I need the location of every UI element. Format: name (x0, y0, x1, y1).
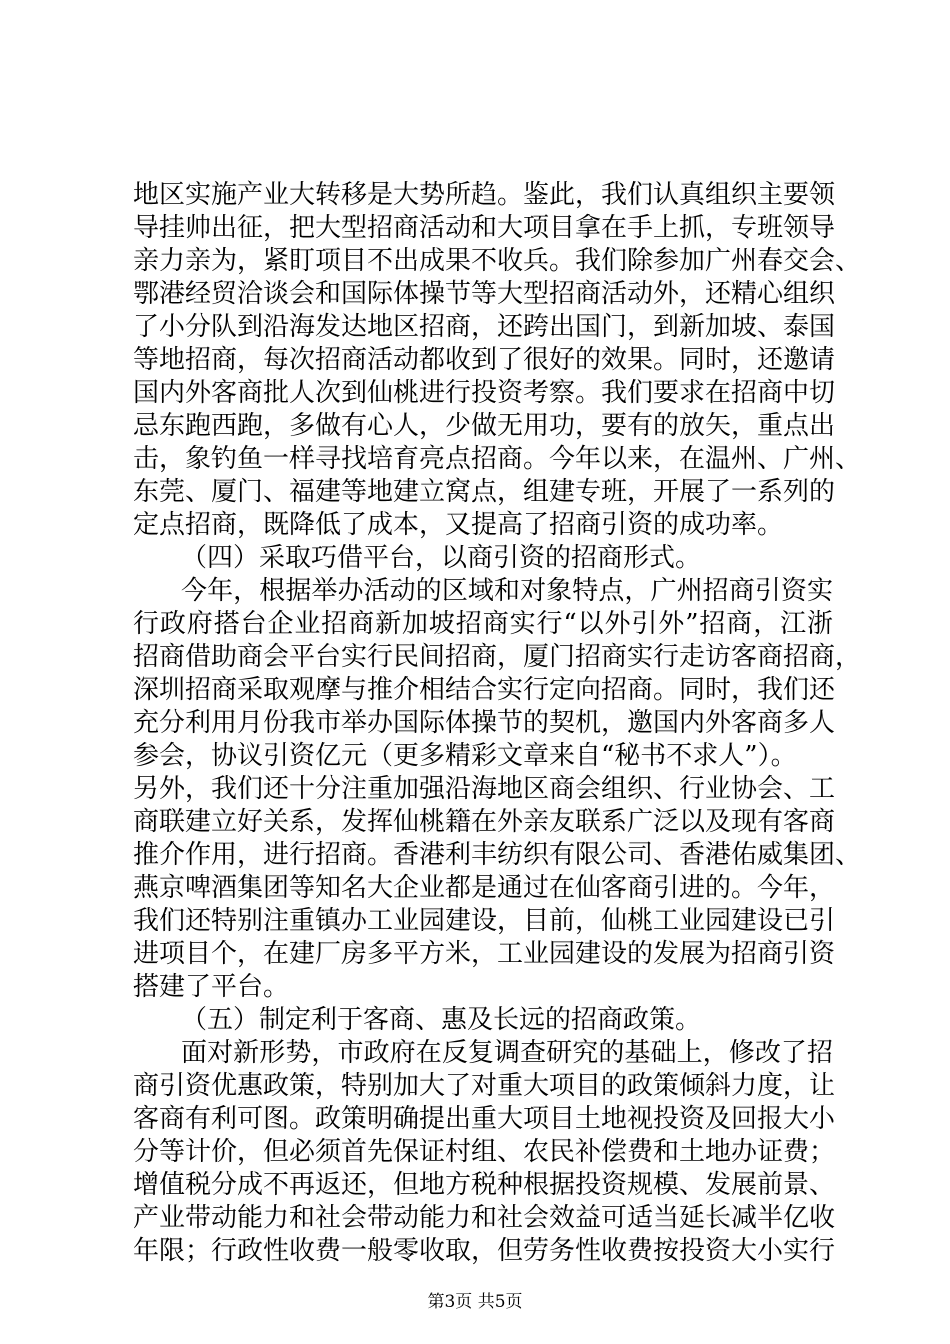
section-heading: （四）采取巧借平台，以商引资的招商形式。 (181, 543, 702, 573)
paragraph-line: 鄂港经贸洽谈会和国际体操节等大型招商活动外，还精心组织 (133, 279, 836, 309)
paragraph-line: 忌东跑西跑，多做有心人，少做无用功，要有的放矢，重点出 (133, 411, 836, 441)
paragraph-line: 商联建立好关系，发挥仙桃籍在外亲友联系广泛以及现有客商 (133, 807, 836, 837)
paragraph-line: 进项目个，在建厂房多平方米，工业园建设的发展为招商引资 (133, 939, 836, 969)
paragraph-line: 商引资优惠政策，特别加大了对重大项目的政策倾斜力度，让 (133, 1071, 836, 1101)
paragraph-line: 客商有利可图。政策明确提出重大项目土地视投资及回报大小 (133, 1104, 836, 1134)
paragraph-line: 参会，协议引资亿元（更多精彩文章来自“秘书不求人”）。 (133, 741, 797, 771)
paragraph-line: 另外，我们还十分注重加强沿海地区商会组织、行业协会、工 (133, 774, 836, 804)
paragraph-line: 招商借助商会平台实行民间招商，厦门招商实行走访客商招商， (133, 642, 862, 672)
paragraph-line: 击，象钓鱼一样寻找培育亮点招商。今年以来，在温州、广州、 (133, 444, 862, 474)
paragraph-line: 增值税分成不再返还，但地方税种根据投资规模、发展前景、 (133, 1170, 836, 1200)
paragraph-line: 地区实施产业大转移是大势所趋。鉴此，我们认真组织主要领 (133, 180, 836, 210)
paragraph-line: 等地招商，每次招商活动都收到了很好的效果。同时，还邀请 (133, 345, 836, 375)
section-heading: （五）制定利于客商、惠及长远的招商政策。 (181, 1005, 702, 1035)
paragraph-line: 充分利用月份我市举办国际体操节的契机，邀国内外客商多人 (133, 708, 836, 738)
paragraph-line: 年限；行政性收费一般零收取，但劳务性收费按投资大小实行 (133, 1236, 836, 1266)
page-footer: 第3页 共5页 (427, 1292, 523, 1312)
paragraph-line: 定点招商，既降低了成本，又提高了招商引资的成功率。 (133, 510, 784, 540)
paragraph-line: 导挂帅出征，把大型招商活动和大项目拿在手上抓，专班领导 (133, 213, 836, 243)
paragraph-line: 今年，根据举办活动的区域和对象特点，广州招商引资实 (181, 576, 833, 606)
paragraph-line: 分等计价，但必须首先保证村组、农民补偿费和土地办证费； (133, 1137, 836, 1167)
paragraph-line: 亲力亲为，紧盯项目不出成果不收兵。我们除参加广州春交会、 (133, 246, 862, 276)
paragraph-line: 我们还特别注重镇办工业园建设，目前，仙桃工业园建设已引 (133, 906, 836, 936)
paragraph-line: 东莞、厦门、福建等地建立窝点，组建专班，开展了一系列的 (133, 477, 836, 507)
paragraph-line: 了小分队到沿海发达地区招商，还跨出国门，到新加坡、泰国 (133, 312, 836, 342)
paragraph-line: 产业带动能力和社会带动能力和社会效益可适当延长减半亿收 (133, 1203, 836, 1233)
paragraph-line: 国内外客商批人次到仙桃进行投资考察。我们要求在招商中切 (133, 378, 836, 408)
paragraph-line: 深圳招商采取观摩与推介相结合实行定向招商。同时，我们还 (133, 675, 836, 705)
paragraph-line: 行政府搭台企业招商新加坡招商实行“以外引外”招商，江浙 (133, 609, 833, 639)
paragraph-line: 推介作用，进行招商。香港利丰纺织有限公司、香港佑威集团、 (133, 840, 862, 870)
paragraph-line: 搭建了平台。 (133, 972, 290, 1002)
paragraph-line: 燕京啤酒集团等知名大企业都是通过在仙客商引进的。今年， (133, 873, 836, 903)
paragraph-line: 面对新形势，市政府在反复调查研究的基础上，修改了招 (181, 1038, 833, 1068)
